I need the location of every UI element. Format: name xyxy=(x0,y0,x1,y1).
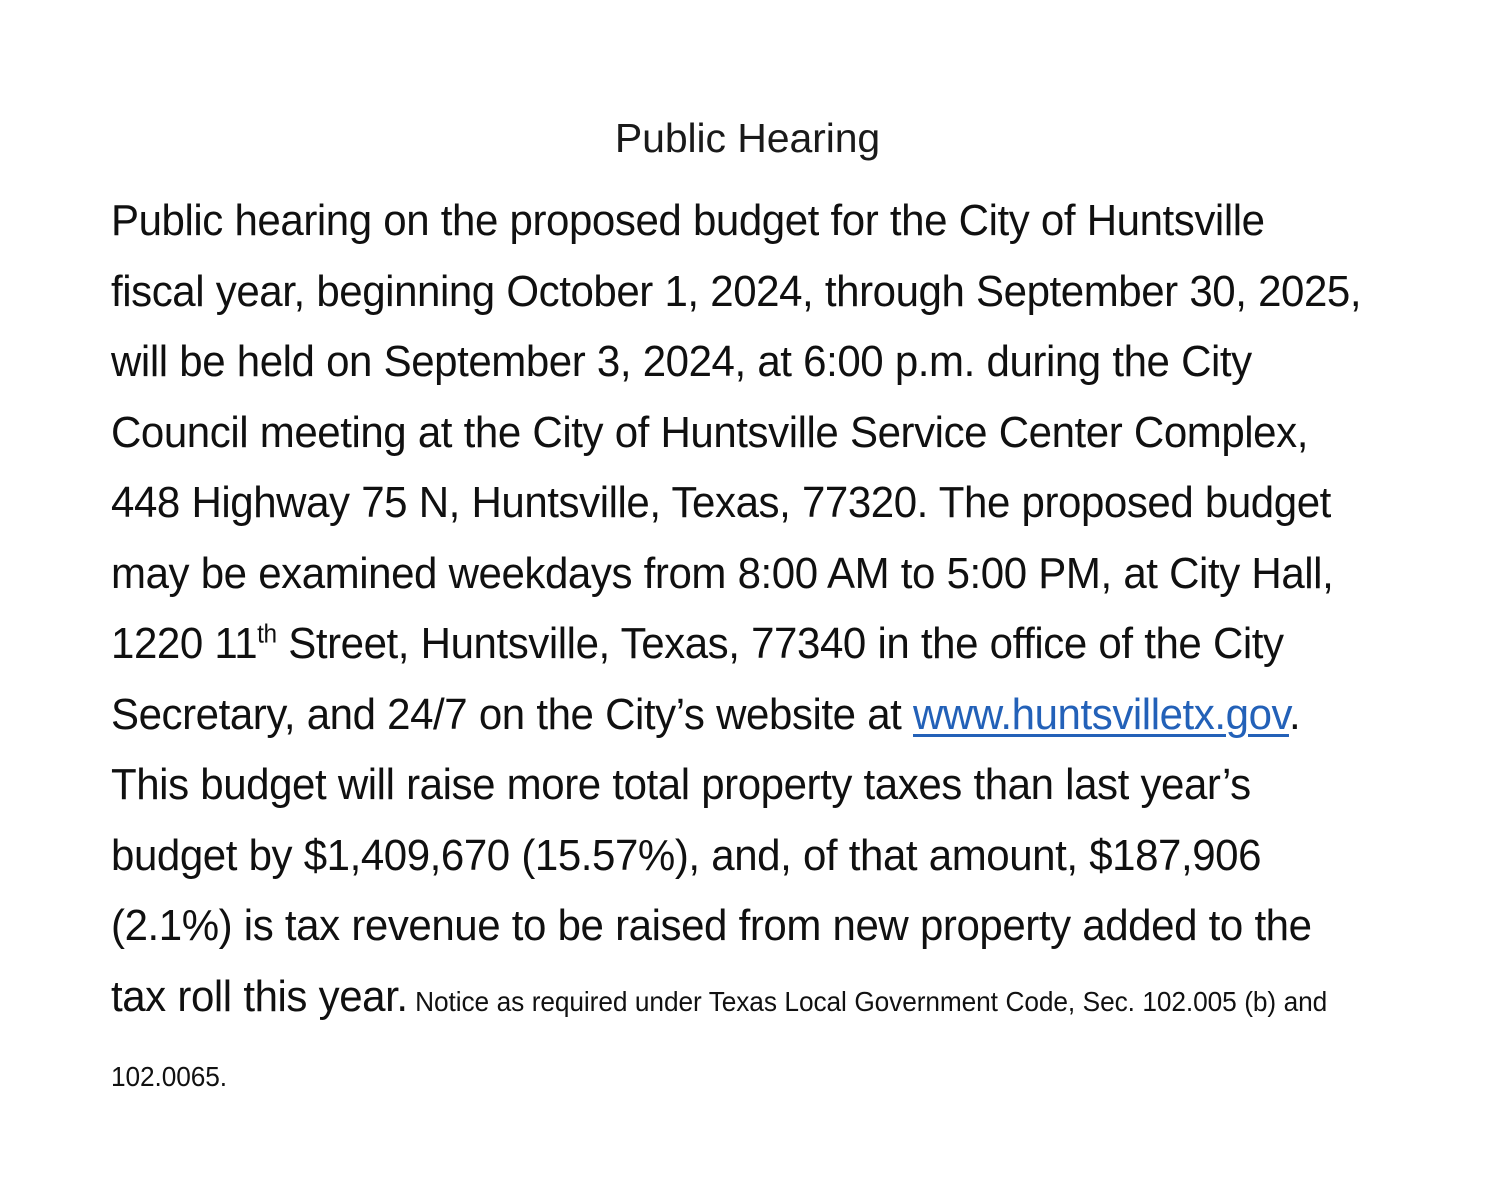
notice-paragraph xyxy=(111,186,1362,1113)
notice-text-part-2: Street, Huntsville, Texas, 77340 in the office of the City Secretary, and 24/7 on the City’s website at xyxy=(111,619,1284,739)
statutory-notice-text: Notice as required under Texas Local Government Code, Sec. 102.005 (b) and 102.0065. xyxy=(111,985,1328,1092)
page-title: Public Hearing xyxy=(614,115,881,162)
ordinal-suffix: th xyxy=(257,620,277,649)
city-website-link[interactable]: www.huntsvilletx.gov xyxy=(913,689,1289,739)
notice-text-part-1: Public hearing on the proposed budget for the City of Huntsville fiscal year, beginning October 1, 2024, through September 30, 2025, will be held on September 3, 2024, at 6:00 p.m. during the City Council meeting at the City of Huntsville Service Center Complex, 448 Highway 75 N, Huntsville, Texas, 77320. The proposed budget may be examined weekdays from 8:00 AM to 5:00 PM, at City Hall, 1220 11 xyxy=(111,196,1362,668)
notice-text-part-3: . This budget will raise more total property taxes than last year’s budget by $1,409,670 (15.57%), and, of that amount, $187,906 (2.1%) is tax revenue to be raised from new property added to the tax roll this year. xyxy=(111,689,1312,1021)
notice-body xyxy=(111,186,1421,1113)
